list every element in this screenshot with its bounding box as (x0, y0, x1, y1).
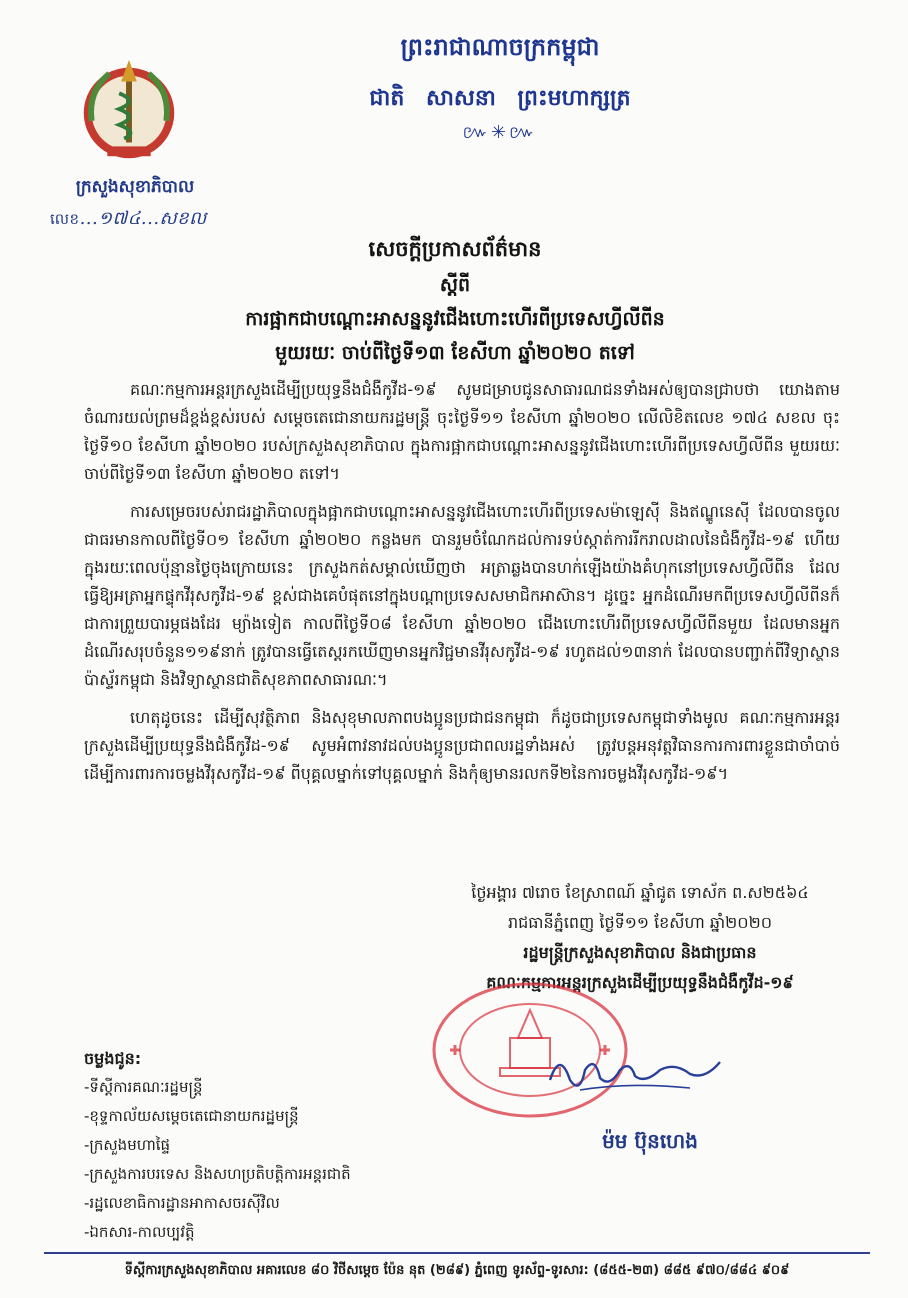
paragraph-3: ហេតុដូចនេះ ដើម្បីសុវត្ថិភាព និងសុខុមាលភាពបងប្អូនប្រជាជនកម្ពុជា ក៏ដូចជាប្រទេសកម្ពុជាទាំងមូល គណៈកម្មការអន្តរក្រសួងដើម្បីប្រយុទ្ធនឹងជំងឺកូវីដ-១៩ សូមអំពាវនាវដល់បងប្អូនប្រជាពលរដ្ឋទាំងអស់ ត្រូវបន្តអនុវត្តវិធានការការពារខ្លួនជាចាំបាច់ ដើម្បីការពារការចម្លងវីរុសកូវីដ-១៩ ពីបុគ្គលម្នាក់ទៅបុគ្គលម្នាក់ និងកុំឲ្យមានរលកទី២នៃការចម្លងវីរុសកូវីដ-១៩។ (84, 708, 840, 783)
handwritten-signature-icon (540, 1040, 730, 1100)
title-line-4: មួយរយៈ ចាប់ពីថ្ងៃទី១៣ ខែសីហា ឆ្នាំ២០២០ តទៅ (275, 342, 635, 364)
distribution-item: -ឯកសារ-កាលប្បវត្តិ (84, 1223, 195, 1241)
distribution-item: -ក្រសួងមហាផ្ទៃ (84, 1136, 171, 1154)
distribution-item: -រដ្ឋលេខាធិការដ្ឋានអាកាសចរស៊ីវិល (84, 1194, 280, 1212)
signer-title-2: គណៈកម្មការអន្តរក្រសួងដើម្បីប្រយុទ្ធនឹងជំងឺកូវីដ-១៩ (486, 973, 794, 992)
place-date: រាជធានីភ្នំពេញ ថ្ងៃទី១១ ខែសីហា ឆ្នាំ២០២០ (507, 913, 773, 932)
ornament-icon: ៚✳៚ (462, 122, 538, 143)
announcement-body (84, 376, 840, 798)
ministry-emblem-icon (70, 52, 188, 170)
distribution-item: -ក្រសួងការបរទេស និងសហប្រតិបត្តិការអន្តរជាតិ (84, 1165, 351, 1183)
title-line-3: ការផ្អាកជាបណ្តោះអាសន្ននូវជើងហោះហើរពីប្រទេសហ្វីលីពីន (245, 308, 665, 330)
kingdom-title: ព្រះរាជាណាចក្រកម្ពុជា (400, 33, 600, 61)
paragraph-2: ការសម្រេចរបស់រាជរដ្ឋាភិបាលក្នុងផ្អាកជាបណ្តោះអាសន្ននូវជើងហោះហើរពីប្រទេសម៉ាឡេស៊ី និងឥណ្ឌូនេស៊ី ដែលបានចូលជាធរមានកាលពីថ្ងៃទី០១ ខែសីហា ឆ្នាំ២០២០ កន្លងមក បានរួមចំណែកដល់ការទប់ស្កាត់ការរីករាលដាលនៃជំងឺកូវីដ-១៩ ហើយក្នុងរយៈពេលប៉ុន្មានថ្ងៃចុងក្រោយនេះ ក្រសួងកត់សម្គាល់ឃើញថា អត្រាឆ្លងបានហក់ឡើងយ៉ាងគំហុកនៅប្រទេសហ្វីលីពីន ដែលធ្វើឱ្យអត្រាអ្នកផ្ទុកវីរុសកូវីដ-១៩ ខ្ពស់ជាងគេបំផុតនៅក្នុងបណ្តាប្រទេសសមាជិកអាស៊ាន។ ដូច្នេះ អ្នកដំណើរមកពីប្រទេសហ្វីលីពីនក៏ជាការព្រួយបារម្ភផងដែរ ម្យ៉ាងទៀត កាលពីថ្ងៃទី០៨ ខែសីហា ឆ្នាំ២០២០ ជើងហោះហើរពីប្រទេសហ្វីលីពីនមួយ ដែលមានអ្នកដំណើរសរុបចំនួន១១៩នាក់ ត្រូវបានធ្វើតេស្តរកឃើញមានអ្នកវិជ្ជមានវីរុសកូវីដ-១៩ រហូតដល់១៣នាក់ ដែលបានបញ្ជាក់ពីវិទ្យាស្ថានប៉ាស្ទ័រកម្ពុជា និងវិទ្យាស្ថានជាតិសុខភាពសាធារណៈ។ (84, 502, 840, 689)
lunar-date: ថ្ងៃអង្គារ ៧រោច ខែស្រាពណ៍ ឆ្នាំជូត ទោស័ក ព.ស២៥៦៤ (471, 883, 809, 902)
paragraph-1: គណៈកម្មការអន្តរក្រសួងដើម្បីប្រយុទ្ធនឹងជំងឺកូវីដ-១៩ សូមជម្រាបជូនសាធារណជនទាំងអស់ឲ្យបានជ្រាបថា យោងតាមចំណារយល់ព្រមដ៏ខ្ពង់ខ្ពស់របស់ សម្តេចតេជោនាយករដ្ឋមន្ត្រី ចុះថ្ងៃទី១១ ខែសីហា ឆ្នាំ២០២០ លើលិខិតលេខ ១៧៤ សខល ចុះថ្ងៃទី១០ ខែសីហា ឆ្នាំ២០២០ របស់ក្រសួងសុខាភិបាល ក្នុងការផ្អាកជាបណ្តោះអាសន្ននូវជើងហោះហើរពីប្រទេសហ្វីលីពីន មួយរយៈ ចាប់ពីថ្ងៃទី១៣ ខែសីហា ឆ្នាំ២០២០ តទៅ។ (84, 380, 840, 483)
title-line-2: ស្តីពី (439, 274, 471, 296)
distribution-list (84, 1044, 444, 1247)
distribution-item: -ទីស្តីការគណៈរដ្ឋមន្ត្រី (84, 1078, 203, 1096)
footer-divider (44, 1252, 870, 1254)
national-motto: ជាតិ សាសនា ព្រះមហាក្សត្រ (369, 86, 631, 111)
title-line-1: សេចក្តីប្រកាសព័ត៌មាន (368, 237, 542, 261)
distribution-items (84, 1073, 444, 1247)
reference-number (50, 206, 270, 233)
reference-value: ...១៧៤...សខល (79, 208, 207, 229)
reference-label: លេខ (50, 210, 80, 228)
distribution-heading: ចម្លងជូន: (84, 1049, 142, 1068)
ministry-name: ក្រសួងសុខាភិបាល (75, 177, 195, 197)
announcement-title (130, 236, 780, 375)
footer-address: ទីស្តីការក្រសួងសុខាភិបាល អគារលេខ ៨០ វិថីសម្តេច ប៉ែន នុត (២៨៩) ភ្នំពេញ ទូរស័ព្ទ-ទូរសារ: (៨៥៥-២៣) ៨៨៥ ៩៧០/៨៨៤ ៩០៩ (124, 1263, 790, 1278)
distribution-item: -ខុទ្ទកាល័យសម្តេចតេជោនាយករដ្ឋមន្ត្រី (84, 1107, 299, 1125)
signer-title-1: រដ្ឋមន្ត្រីក្រសួងសុខាភិបាល និងជាប្រធាន (523, 943, 757, 962)
signer-name: ម៉ម ប៊ុនហេង (602, 1129, 698, 1153)
